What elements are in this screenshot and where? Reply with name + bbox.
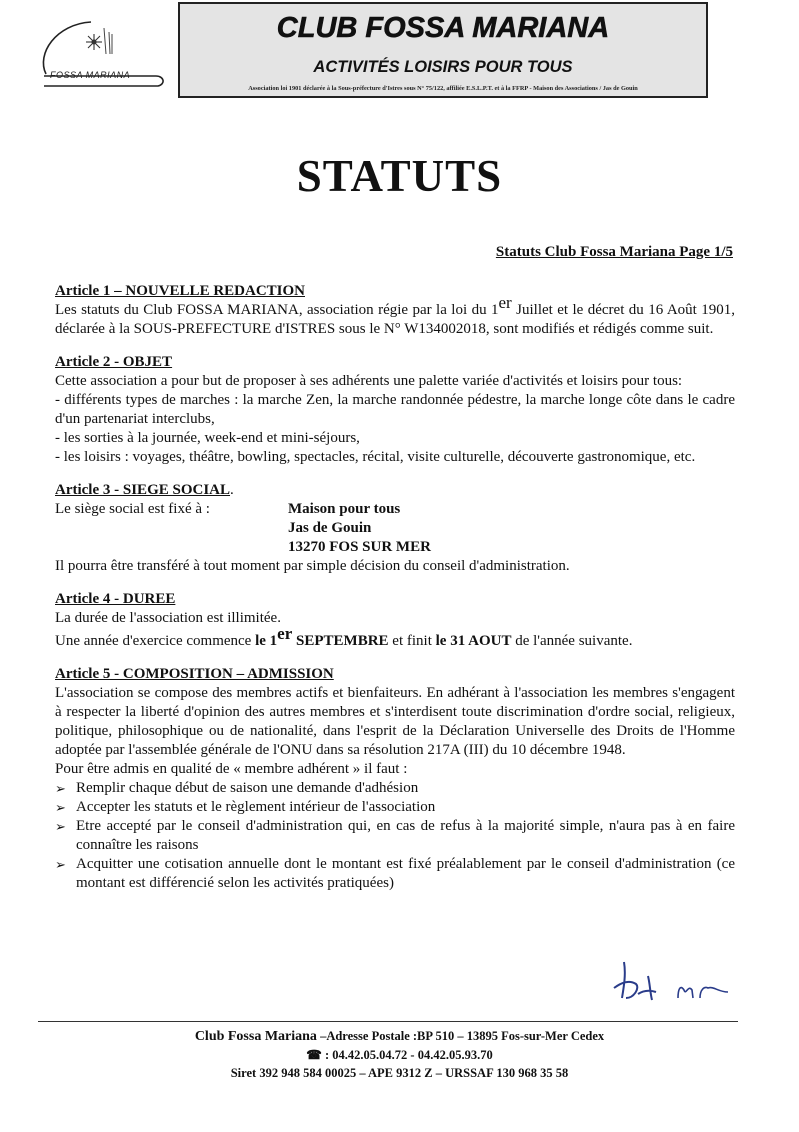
article-5-text: L'association se compose des membres actifs et bienfaiteurs. En adhérant à l'association les membres s'engagent à respecter la liberté d'opinion des autres membres et s'interdisent toute discrimination d'ordre social, religieux, politique, philosophique ou de nationalité, dans l'esprit de la Déclaration Universelle des Droits de l'Homme adoptée par l'assemblée générale de l'ONU dans sa résolution 217A (III) du 10 décembre 1948. bbox=[55, 685, 735, 758]
logo-text: FOSSA MARIANA bbox=[50, 70, 131, 80]
list-item: ➢ Remplir chaque début de saison une demande d'adhésion bbox=[55, 780, 419, 796]
list-item: ➢ Accepter les statuts et le règlement intérieur de l'association bbox=[55, 799, 436, 815]
address-label: Le siège social est fixé à : bbox=[55, 501, 210, 517]
article-1-text: Les statuts du Club FOSSA MARIANA, association régie par la loi du 1er Juillet et le décret du 16 Août 1901, déclarée à la SOUS-PREFECTURE d'ISTRES sous le N° W134002018, sont modifiés et rédigés comme suit. bbox=[55, 293, 735, 337]
arrow-bullet-icon: ➢ bbox=[55, 781, 66, 796]
footer bbox=[0, 1027, 799, 1082]
article-2 bbox=[55, 353, 735, 467]
footer-divider bbox=[38, 1021, 738, 1022]
footer-siret: Siret 392 948 584 00025 – APE 9312 Z – URSSAF 130 968 35 58 bbox=[230, 1066, 569, 1080]
article-2-item: - les loisirs : voyages, théâtre, bowling, spectacles, récital, visite culturelle, découverte gastronomique, etc. bbox=[55, 449, 696, 465]
list-item: ➢ Acquitter une cotisation annuelle dont le montant est fixé préalablement par le conseil d'administration (ce montant est différencié selon les activités pratiquées) bbox=[55, 856, 735, 891]
article-4-heading: Article 4 - DUREE bbox=[55, 591, 176, 607]
arrow-bullet-icon: ➢ bbox=[55, 800, 66, 815]
document-body bbox=[55, 282, 735, 907]
article-3 bbox=[55, 481, 735, 576]
article-1-heading: Article 1 – NOUVELLE REDACTION bbox=[55, 283, 305, 299]
club-title: CLUB FOSSA MARIANA bbox=[276, 12, 610, 44]
address-block bbox=[55, 500, 735, 557]
footer-phone: ☎ : 04.42.05.04.72 - 04.42.05.93.70 bbox=[306, 1048, 493, 1062]
article-5 bbox=[55, 665, 735, 893]
address-lines: Maison pour tous Jas de Gouin 13270 FOS SUR MER bbox=[288, 501, 431, 555]
article-4-text-2: Une année d'exercice commence le 1er SEPTEMBRE et finit le 31 AOUT de l'année suivante. bbox=[55, 624, 633, 649]
article-2-heading: Article 2 - OBJET bbox=[55, 354, 173, 370]
article-2-item: - différents types de marches : la marche Zen, la marche randonnée pédestre, la marche longe côte dans le cadre d'un partenariat interclubs, bbox=[55, 392, 735, 427]
header-box bbox=[178, 2, 708, 98]
club-subtitle: ACTIVITÉS LOISIRS POUR TOUS bbox=[313, 58, 573, 76]
article-4-text-1: La durée de l'association est illimitée. bbox=[55, 610, 281, 626]
page-reference: Statuts Club Fossa Mariana Page 1/5 bbox=[495, 244, 733, 260]
article-3-heading: Article 3 - SIEGE SOCIAL bbox=[55, 482, 231, 498]
article-4 bbox=[55, 590, 735, 651]
arrow-bullet-icon: ➢ bbox=[55, 819, 66, 834]
article-3-heading-row: Article 3 - SIEGE SOCIAL. bbox=[55, 482, 234, 498]
article-1 bbox=[55, 282, 735, 339]
article-5-heading: Article 5 - COMPOSITION – ADMISSION bbox=[55, 666, 334, 682]
footer-club-name: Club Fossa Mariana bbox=[194, 1029, 317, 1044]
association-line: Association loi 1901 déclarée à la Sous-préfecture d'Istres sous N° 75/122, affiliée E.S.L.P.T. et à la FFRP - Maison des Associations / Jas de Gouin bbox=[248, 85, 638, 92]
document-title: STATUTS bbox=[296, 151, 503, 201]
article-2-intro: Cette association a pour but de proposer à ses adhérents une palette variée d'activités et loisirs pour tous: bbox=[55, 373, 683, 389]
handwritten-initials bbox=[604, 954, 774, 1014]
article-3-note: Il pourra être transféré à tout moment par simple décision du conseil d'administration. bbox=[55, 558, 570, 574]
article-5-conditions-intro: Pour être admis en qualité de « membre adhérent » il faut : bbox=[55, 761, 408, 777]
footer-address-line: Club Fossa Mariana –Adresse Postale :BP 510 – 13895 Fos-sur-Mer Cedex bbox=[194, 1029, 605, 1044]
conditions-list bbox=[55, 779, 735, 893]
arrow-bullet-icon: ➢ bbox=[55, 857, 66, 872]
list-item: ➢ Etre accepté par le conseil d'administration qui, en cas de refus à la majorité simple, n'aura pas à en faire connaître les raisons bbox=[55, 818, 735, 853]
article-2-item: - les sorties à la journée, week-end et mini-séjours, bbox=[55, 430, 360, 446]
